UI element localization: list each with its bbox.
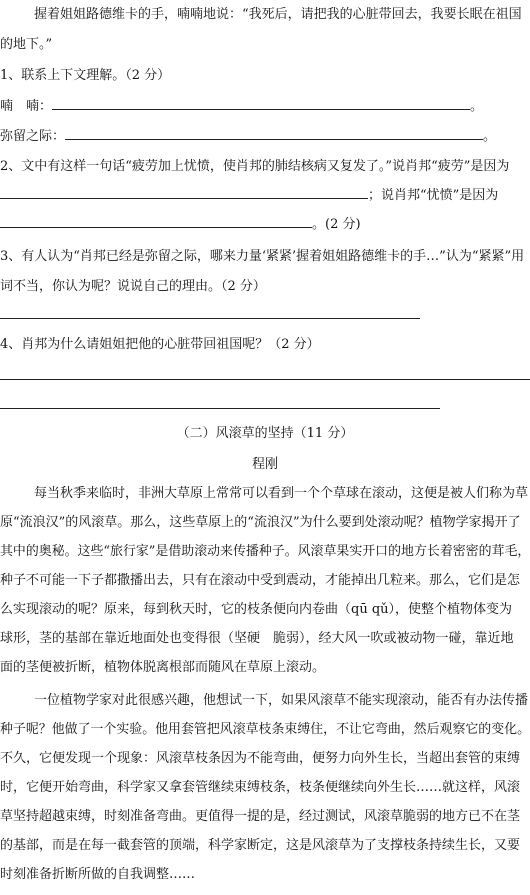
question-1a-label: 喃 喃： bbox=[0, 99, 53, 114]
paragraph-line: 时，它便开始弯曲，科学家又拿套管继续束缚枝条，枝条便继续向外生长……就这样，风滚 bbox=[0, 780, 521, 795]
question-1b bbox=[0, 125, 530, 149]
paragraph-line: 的基部，而是在每一截套管的顶端，科学家断定，这是风滚草为了支撑枝条持续生长，又要 bbox=[0, 838, 521, 853]
paragraph-line: 每当秋季来临时，非洲大草原上常常可以看到一个个草球在滚动，这便是被人们称为草 bbox=[34, 486, 529, 501]
answer-line-3[interactable] bbox=[0, 318, 420, 319]
answer-line-2a[interactable] bbox=[0, 184, 368, 199]
question-2-line: 2、文中有这样一句话“疲劳加上忧愤，使肖邦的肺结核病又复发了。”说肖邦“疲劳”是因为 bbox=[0, 159, 510, 174]
question-2-answer-row bbox=[0, 184, 530, 208]
paragraph-line: 草坚持超越束缚，时刻准备弯曲。更值得一提的是，经过测试，风滚草脆弱的地方已不在茎 bbox=[0, 809, 521, 824]
question-4-line: 4、肖邦为什么请姐姐把他的心脏带回祖国呢？（2 分） bbox=[0, 337, 320, 352]
question-1a bbox=[0, 95, 530, 119]
section-title: （二）风滚草的坚持（11 分） bbox=[176, 426, 354, 441]
period: 。 bbox=[470, 99, 484, 114]
question-3-line: 3、有人认为“肖邦已经是弥留之际，哪来力量‘紧紧’握着姐姐路德维卡的手…”认为“紧紧”用 bbox=[0, 249, 525, 264]
paragraph-line: 种子呢？他做了一个实验。他用套管把风滚草枝条束缚住，不让它弯曲，然后观察它的变化。 bbox=[0, 722, 530, 737]
passage-line: 的地下。” bbox=[0, 37, 53, 52]
question-2-end: 。(2 分) bbox=[312, 217, 361, 232]
section-author: 程刚 bbox=[251, 457, 278, 472]
paragraph-line: 么实现滚动的呢？原来，每到秋天时，它的枝条便向内卷曲（qū qǔ），使整个植物体变为 bbox=[0, 602, 513, 617]
paragraph-line: 时刻准备折断所做的自我调整…… bbox=[0, 867, 196, 882]
paragraph-line: 面的茎便被折断，植物体脱离根部而随风在草原上滚动。 bbox=[0, 660, 326, 675]
period: 。 bbox=[483, 129, 497, 144]
paragraph-line: 不久，它便发现一个现象：风滚草枝条因为不能弯曲，便努力向外生长，当超出套管的束缚 bbox=[0, 751, 521, 766]
question-2-answer-row-2 bbox=[0, 213, 530, 237]
paragraph-line: 球形，茎的基部在靠近地面处也变得很（坚硬 脆弱），经大风一吹或被动物一碰，靠近地 bbox=[0, 631, 514, 646]
paragraph-line: 种子不可能一下子都撒播出去，只有在滚动中受到震动，才能掉出几粒来。那么，它们是怎 bbox=[0, 573, 521, 588]
question-2-mid: ；说肖邦“忧愤”是因为 bbox=[368, 188, 499, 203]
answer-line-1b[interactable] bbox=[65, 125, 483, 140]
answer-line-4b[interactable] bbox=[0, 408, 440, 409]
passage-line: 握着姐姐路德维卡的手，喃喃地说：“我死后，请把我的心脏带回去，我要长眠在祖国 bbox=[34, 7, 522, 22]
paragraph-line: 一位植物学家对此很感兴趣，他想试一下，如果风滚草不能实现滚动，能否有办法传播 bbox=[34, 693, 529, 708]
paragraph-line: 原“流浪汉”的风滚草。那么，这些草原上的“流浪汉”为什么要到处滚动呢？植物学家揭开了 bbox=[0, 515, 521, 530]
question-1b-label: 弥留之际： bbox=[0, 129, 66, 144]
paragraph-line: 其中的奥秘。这些“旅行家”是借助滚动来传播种子。风滚草果实开口的地方长着密密的茸毛， bbox=[0, 544, 530, 559]
answer-line-4a[interactable] bbox=[0, 379, 530, 380]
answer-line-2b[interactable] bbox=[0, 213, 312, 228]
question-3-line: 词不当，你认为呢？说说自己的理由。（2 分） bbox=[0, 279, 266, 294]
question-1-title: 1、联系上下文理解。（2 分） bbox=[0, 68, 171, 83]
answer-line-1a[interactable] bbox=[52, 95, 470, 110]
